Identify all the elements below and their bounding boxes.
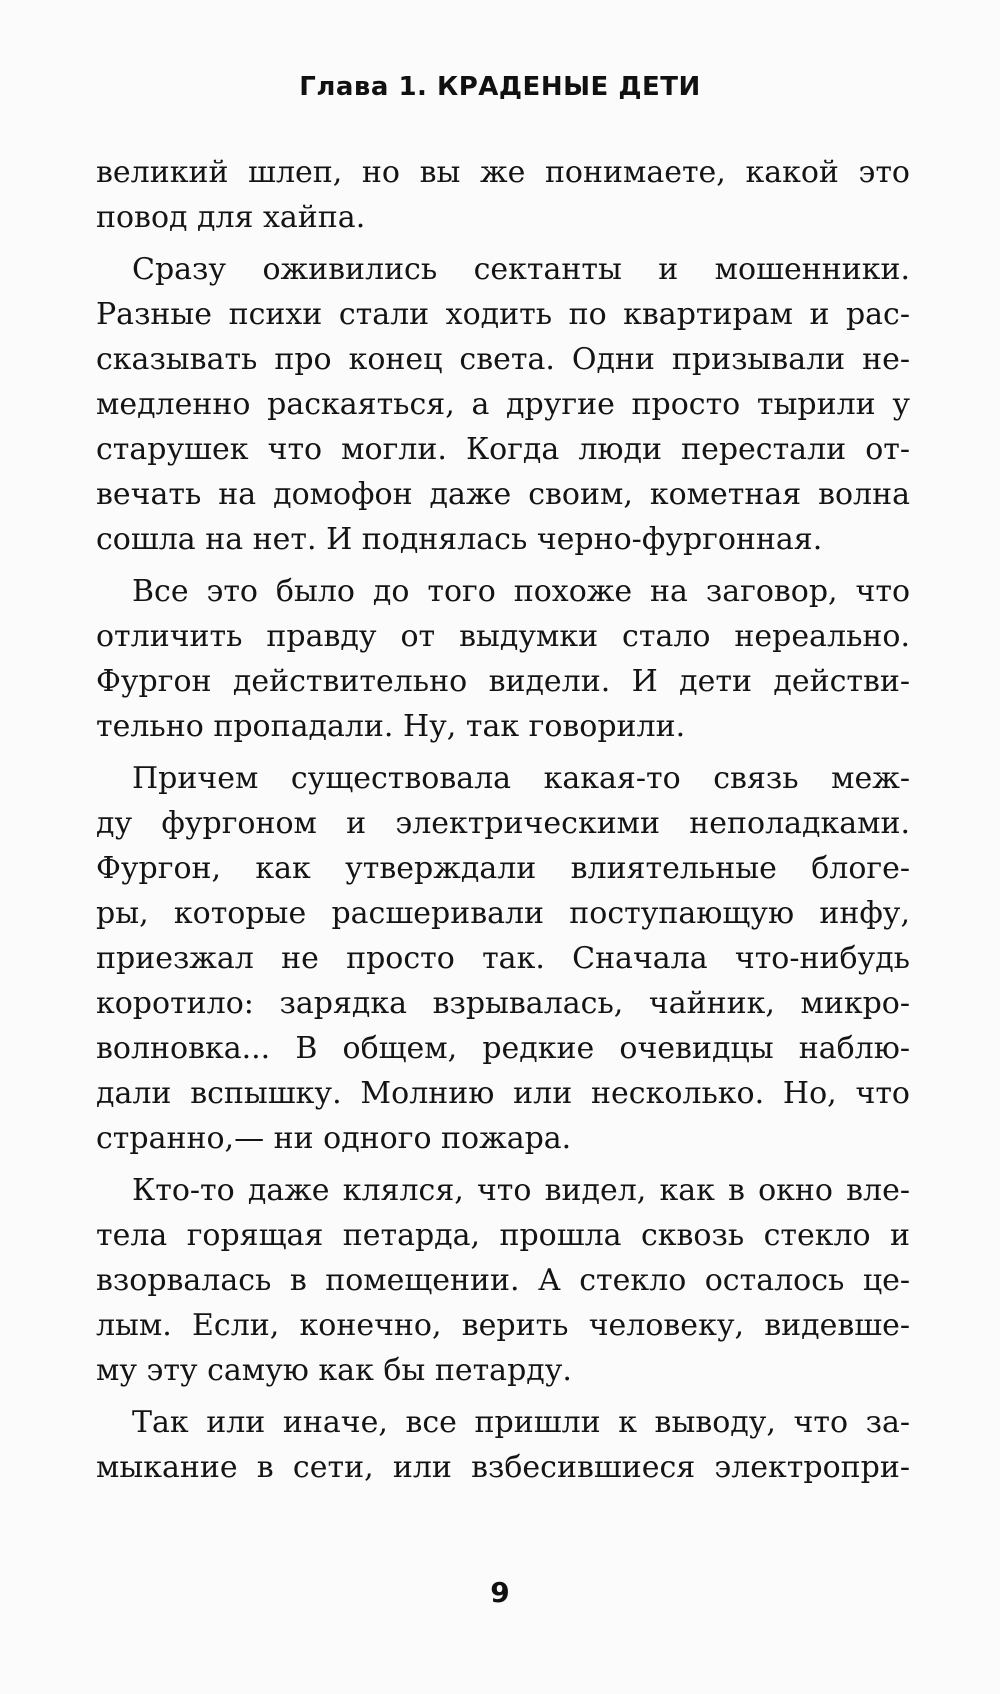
page-number: 9 (490, 1576, 510, 1609)
paragraph (96, 1400, 910, 1490)
text-line: ры, которые расшеривали поступающую инфу, (96, 896, 910, 931)
paragraph (96, 569, 910, 749)
body-text (96, 150, 910, 1497)
text-line: Сразу оживились сектанты и мошенники. (132, 252, 910, 287)
text-line: странно,— ни одного пожара. (96, 1121, 572, 1156)
paragraph (96, 150, 910, 240)
text-line: Так или иначе, все пришли к выводу, что за- (132, 1405, 910, 1440)
text-line: ду фургоном и электрическими неполадками. (96, 806, 910, 841)
text-line: Кто-то даже клялся, что видел, как в окно вле- (132, 1173, 910, 1208)
text-line: медленно раскаяться, а другие просто тырили у (96, 387, 910, 422)
text-line: великий шлеп, но вы же понимаете, какой это (96, 155, 910, 190)
text-line: лым. Если, конечно, верить человеку, видевше- (96, 1308, 910, 1343)
text-line: Фургон, как утверждали влиятельные блоге- (96, 851, 910, 886)
text-line: старушек что могли. Когда люди перестали от- (96, 432, 910, 467)
text-line: повод для хайпа. (96, 200, 366, 235)
text-line: коротило: зарядка взрывалась, чайник, микро- (96, 986, 910, 1021)
text-line: тельно пропадали. Ну, так говорили. (96, 709, 686, 744)
text-line: сказывать про конец света. Одни призывали не- (96, 342, 910, 377)
text-line: Разные психи стали ходить по квартирам и рас- (96, 297, 910, 332)
paragraph (96, 756, 910, 1161)
text-line: Причем существовала какая-то связь меж- (132, 761, 910, 796)
text-line: волновка... В общем, редкие очевидцы наблю- (96, 1031, 910, 1066)
text-line: взорвалась в помещении. А стекло осталось це- (96, 1263, 910, 1298)
text-line: дали вспышку. Молнию или несколько. Но, что (96, 1076, 910, 1111)
text-line: Фургон действительно видели. И дети действи- (96, 664, 910, 699)
paragraph (96, 247, 910, 562)
text-line: мыкание в сети, или взбесившиеся электропри- (96, 1450, 910, 1485)
text-line: тела горящая петарда, прошла сквозь стекло и (96, 1218, 910, 1253)
text-line: вечать на домофон даже своим, кометная волна (96, 477, 910, 512)
text-line: сошла на нет. И поднялась черно-фургонная. (96, 522, 823, 557)
text-line: отличить правду от выдумки стало нереально. (96, 619, 910, 654)
paragraph (96, 1168, 910, 1393)
running-header: Глава 1. КРАДЕНЫЕ ДЕТИ (299, 72, 701, 102)
text-line: Все это было до того похоже на заговор, что (132, 574, 910, 609)
text-line: приезжал не просто так. Сначала что-нибудь (96, 941, 910, 976)
text-line: му эту самую как бы петарду. (96, 1353, 572, 1388)
